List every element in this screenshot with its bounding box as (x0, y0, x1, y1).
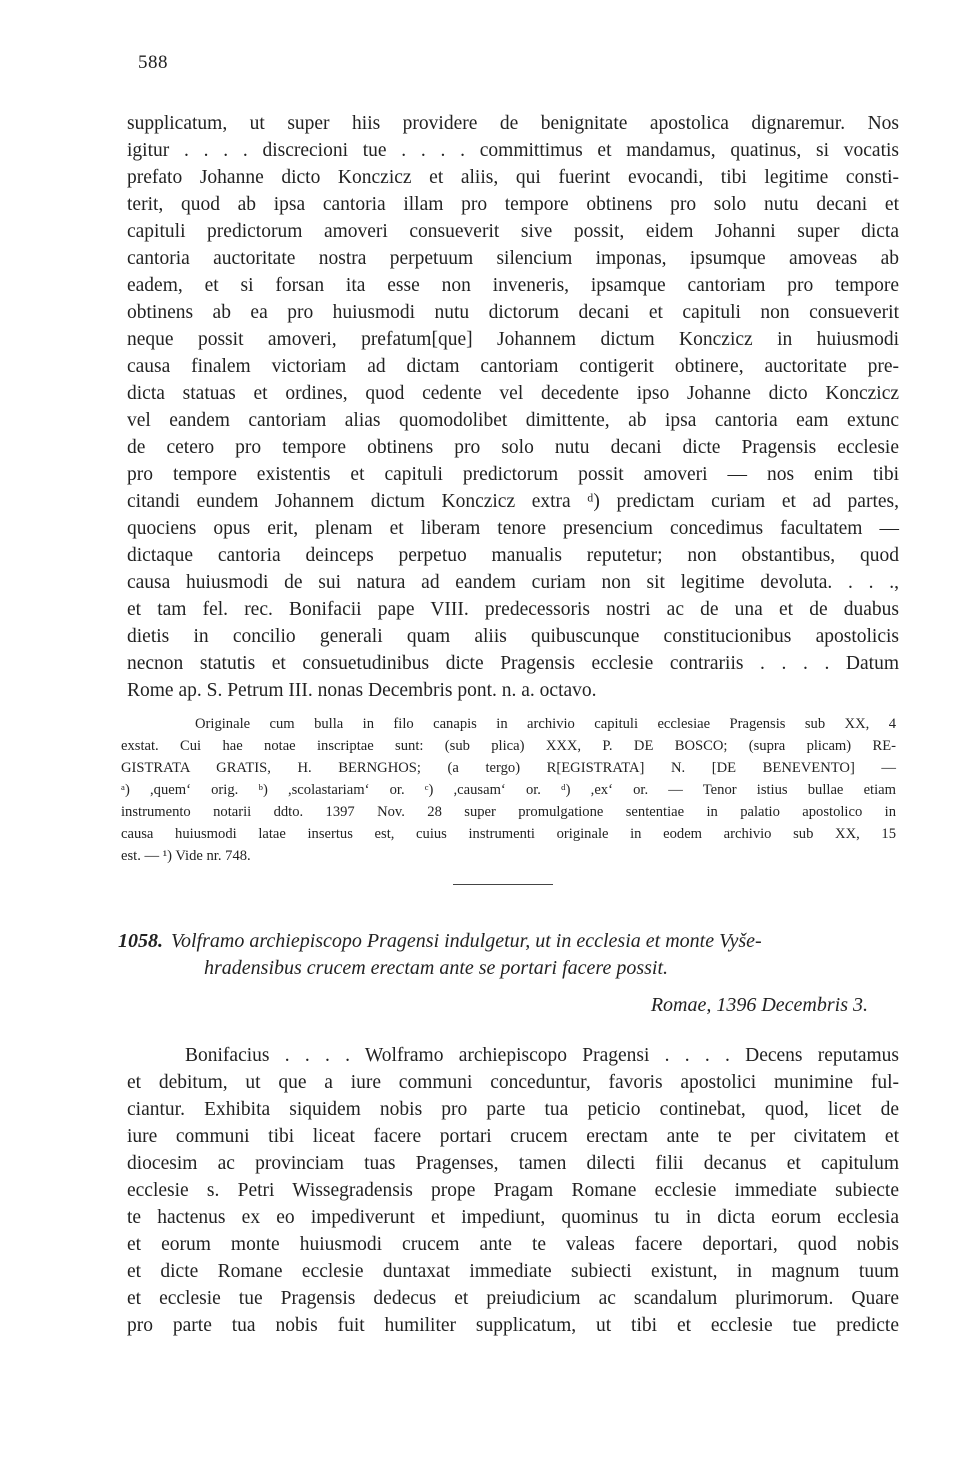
text-line: causa finalem victoriam ad dictam cantoriam contigerit obtinere, auctoritate pre- (127, 356, 899, 377)
footnote-line: GISTRATA GRATIS, H. BERNGHOS; (a tergo) R[EGISTRATA] N. [DE BENEVENTO] — (121, 760, 896, 776)
text-line: et debitum, ut que a iure communi conceduntur, favoris apostolici munimine ful- (127, 1072, 899, 1093)
text-line: et dicte Romane ecclesie duntaxat immediate subiecti existunt, in magnum tuum (127, 1261, 899, 1282)
page-number: 588 (138, 52, 168, 73)
section-divider (453, 884, 553, 885)
text-line: quociens opus erit, plenam et liberam tenore presencium concedimus facultatem — (127, 518, 899, 539)
text-line: et ecclesie tue Pragensis dedecus et preiudicium ac scandalum plurimorum. Quare (127, 1288, 899, 1309)
text-line: causa huiusmodi de sui natura ad eandem curiam non sit legitime devoluta. . . ., (127, 572, 899, 593)
heading-line-2: hradensibus crucem erectam ante se portari facere possit. (204, 957, 668, 979)
text-line: Rome ap. S. Petrum III. nonas Decembris pont. n. a. octavo. (127, 680, 597, 701)
text-line: pro tempore existentis et capituli predictorum possit amoveri — nos enim tibi (127, 464, 899, 485)
document-heading (118, 928, 900, 982)
text-line: et tam fel. rec. Bonifacii pape VIII. predecessoris nostri ac de una et de duabus (127, 599, 899, 620)
text-line: pro parte tua nobis fuit humiliter supplicatum, ut tibi et ecclesie tue predicte (127, 1315, 899, 1336)
text-line: igitur . . . . discrecioni tue . . . . committimus et mandamus, quatinus, si vocatis (127, 140, 899, 161)
text-line: obtinens ab ea pro huiusmodi nutu dictorum decani et capituli non consueverit (127, 302, 899, 323)
text-line: prefato Johanne dicto Konczicz et aliis, qui fuerint evocandi, tibi legitime consti- (127, 167, 899, 188)
text-line: Bonifacius . . . . Wolframo archiepiscopo Pragensi . . . . Decens reputamus (185, 1045, 899, 1066)
footnote-line: Originale cum bulla in filo canapis in archivio capituli ecclesiae Pragensis sub XX, 4 (195, 716, 896, 732)
footnote-line: causa huiusmodi latae insertus est, cuius instrumenti originale in eodem archivio sub XX, 15 (121, 826, 896, 842)
text-line: neque possit amoveri, prefatum[que] Johannem dictum Konczicz in huiusmodi (127, 329, 899, 350)
heading-line-1 (118, 928, 900, 955)
heading-text: Volframo archiepiscopo Pragensi indulgetur, ut in ecclesia et monte Vyše- (171, 930, 762, 952)
text-line: iure communi tibi liceat facere portari crucem erectam ante te per civitatem et (127, 1126, 899, 1147)
text-line: citandi eundem Johannem dictum Konczicz extra ᵈ) predictam curiam et ad partes, (127, 491, 899, 512)
text-line: ciantur. Exhibita siquidem nobis pro parte tua peticio continebat, quod, licet de (127, 1099, 899, 1120)
footnote-line: ᵃ) ,quem‘ orig. ᵇ) ,scolastariam‘ or. ᶜ) ,causam‘ or. ᵈ) ,ex‘ or. — Tenor istius bullae etiam (121, 782, 896, 798)
text-line: supplicatum, ut super hiis providere de benignitate apostolica dignaremur. Nos (127, 113, 899, 134)
text-line: capituli predictorum amoveri consueverit sive possit, eidem Johanni super dicta (127, 221, 899, 242)
text-line: cantoria auctoritate nostra perpetuum silencium imponas, ipsumque amoveas ab (127, 248, 899, 269)
text-line: dicta statuas et ordines, quod cedente vel decedente ipso Johanne dicto Konczicz (127, 383, 899, 404)
footnote-line: est. — ¹) Vide nr. 748. (121, 848, 251, 864)
text-line: ecclesie s. Petri Wissegradensis prope Pragam Romane ecclesie immediate subiecte (127, 1180, 899, 1201)
text-line: vel eandem cantoriam alias quomodolibet dimittente, ab ipsa cantoria eam extunc (127, 410, 899, 431)
text-line: diocesim ac provinciam tuas Pragenses, tamen dilecti filii decanus et capitulum (127, 1153, 899, 1174)
text-line: te hactenus ex eo impediverunt et impediunt, quominus tu in dicta eorum ecclesia (127, 1207, 899, 1228)
footnote-line: instrumento notarii ddto. 1397 Nov. 28 super promulgatione sententiae in palatio apostolico in (121, 804, 896, 820)
text-line: terit, quod ab ipsa cantoria illam pro tempore obtinens pro solo nutu decani et (127, 194, 899, 215)
footnotes (121, 713, 896, 867)
dateline: Romae, 1396 Decembris 3. (650, 994, 868, 1016)
text-line: de cetero pro tempore obtinens pro solo nutu decani dicte Pragensis ecclesie (127, 437, 899, 458)
main-text-continuation (127, 110, 899, 704)
document-number: 1058. (118, 930, 163, 952)
text-line: necnon statutis et consuetudinibus dicte Pragensis ecclesie contrariis . . . . Datum (127, 653, 899, 674)
footnote-line: exstat. Cui hae notae inscriptae sunt: (sub plica) XXX, P. DE BOSCO; (supra plicam) RE- (121, 738, 896, 754)
text-line: dictaque cantoria deinceps perpetuo manualis reputetur; non obstantibus, quod (127, 545, 899, 566)
main-text-document-1058 (127, 1042, 899, 1339)
text-line: dietis in concilio generali quam aliis quibuscunque constitucionibus apostolicis (127, 626, 899, 647)
text-line: eadem, et si forsan ita esse non inveneris, ipsamque cantoriam pro tempore (127, 275, 899, 296)
text-line: et eorum monte huiusmodi crucem ante te valeas facere deportari, quod nobis (127, 1234, 899, 1255)
